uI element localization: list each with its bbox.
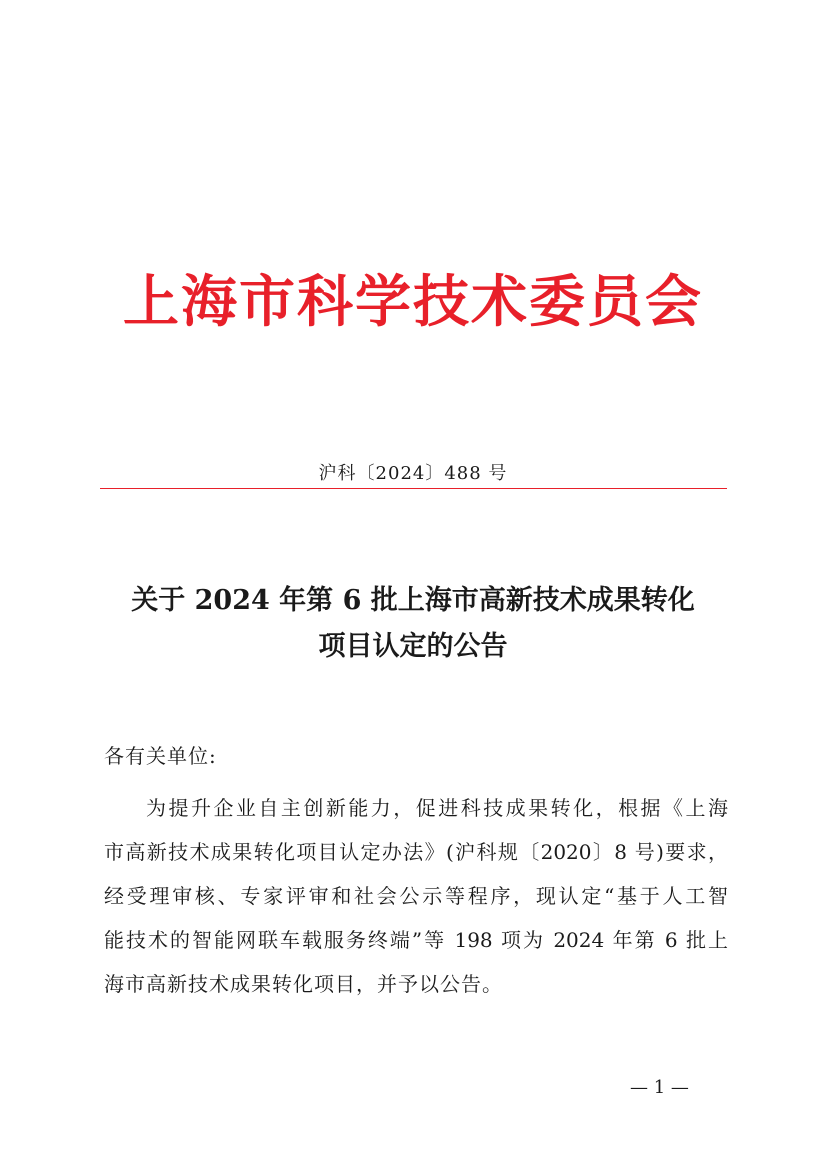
document-number: 沪科〔2024〕488 号 xyxy=(318,463,508,484)
body-paragraph xyxy=(104,786,728,1006)
document-title-line-2: 项目认定的公告 xyxy=(318,631,508,662)
document-title xyxy=(60,578,766,670)
page-number: — 1 — xyxy=(630,1077,689,1098)
body-line-4: 能技术的智能网联车载服务终端”等 198 项为 2024 年第 6 批上 xyxy=(104,928,728,952)
document-title-line-1: 关于 2024 年第 6 批上海市高新技术成果转化 xyxy=(131,585,695,616)
red-separator-line xyxy=(100,488,727,489)
issuing-authority-masthead: 上海市科学技术委员会 xyxy=(123,269,703,335)
body-line-2: 市高新技术成果转化项目认定办法》(沪科规〔2020〕8 号)要求， xyxy=(104,840,728,864)
body-line-5: 海市高新技术成果转化项目，并予以公告。 xyxy=(104,972,503,996)
body-line-1: 为提升企业自主创新能力，促进科技成果转化，根据《上海 xyxy=(146,796,728,820)
body-line-3: 经受理审核、专家评审和社会公示等程序，现认定“基于人工智 xyxy=(104,884,728,908)
salutation: 各有关单位: xyxy=(104,744,217,768)
